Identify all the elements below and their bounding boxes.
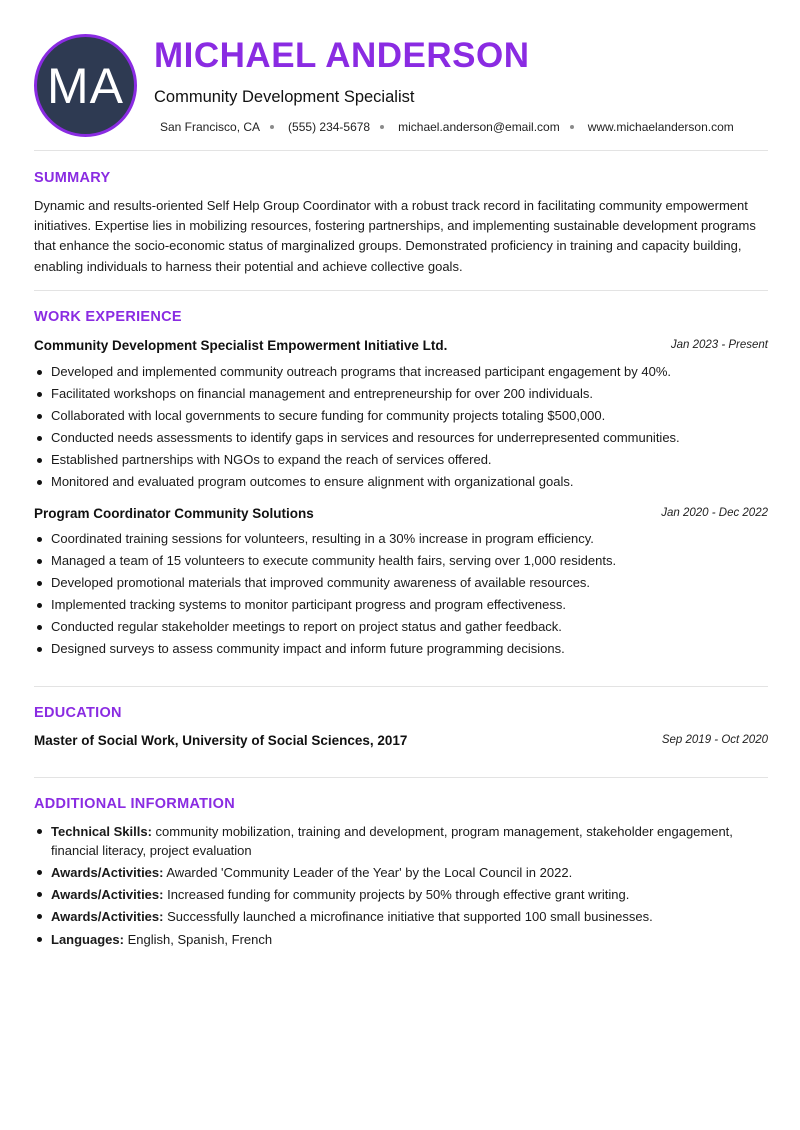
list-item: Coordinated training sessions for volunteers, resulting in a 30% increase in program efficiency. [34,530,768,552]
education-entry [34,733,768,753]
avatar [34,34,137,137]
candidate-name: MICHAEL ANDERSON [154,36,530,75]
summary-text: Dynamic and results-oriented Self Help Group Coordinator with a robust track record in facilitating community empowerment initiatives. Expertise lies in mobilizing resources, fostering partnerships, and implementing sustainable development programs that enhance the socio-economic status of marginalized groups. Demonstrated proficiency in training and capacity building, enabling individuals to harness their potential and achieve collective goals. [34,198,756,274]
summary-heading: SUMMARY [34,170,111,186]
list-item: Managed a team of 15 volunteers to execute community health fairs, serving over 1,000 residents. [34,552,768,574]
item-label: Awards/Activities: [51,909,164,924]
resume-header [34,34,768,138]
list-item: Implemented tracking systems to monitor participant progress and program effectiveness. [34,596,768,618]
item-label: Languages: [51,932,124,947]
list-item [34,885,768,904]
job-header [34,338,768,358]
item-text: Successfully launched a microfinance initiative that supported 100 small businesses. [163,909,653,924]
list-item [34,822,768,860]
job-header [34,506,768,526]
list-item: Developed promotional materials that improved community awareness of available resources. [34,574,768,596]
job-bullet-list [34,363,768,495]
separator-dot-icon [570,125,574,129]
contact-website[interactable]: www.michaelanderson.com [587,120,734,134]
item-text: English, Spanish, French [123,932,273,947]
contact-email[interactable]: michael.anderson@email.com [398,120,560,134]
list-item: Conducted needs assessments to identify gaps in services and resources for underrepresented communities. [34,429,768,451]
item-text: Increased funding for community projects by 50% through effective grant writing. [163,887,630,902]
list-item: Designed surveys to assess community impact and inform future programming decisions. [34,640,768,662]
list-item: Collaborated with local governments to secure funding for community projects totaling $500,000. [34,407,768,429]
divider [34,150,768,151]
education-heading: EDUCATION [34,705,122,721]
separator-dot-icon [380,125,384,129]
divider [34,686,768,687]
job-bullet-list [34,530,768,662]
list-item: Established partnerships with NGOs to expand the reach of services offered. [34,451,768,473]
list-item: Conducted regular stakeholder meetings to report on project status and gather feedback. [34,618,768,640]
job-dates: Jan 2020 - Dec 2022 [661,507,768,519]
additional-heading: ADDITIONAL INFORMATION [34,796,235,812]
avatar-initials: MA [47,57,124,114]
item-text: Awarded 'Community Leader of the Year' by the Local Council in 2022. [163,865,573,880]
separator-dot-icon [270,125,274,129]
contact-phone: (555) 234-5678 [288,120,371,134]
job-dates: Jan 2023 - Present [670,339,768,351]
list-item: Facilitated workshops on financial management and entrepreneurship for over 200 individuals. [34,385,768,407]
divider [34,777,768,778]
candidate-title: Community Development Specialist [154,88,415,106]
job-role: Community Development Specialist Empowerment Initiative Ltd. [34,338,448,353]
list-item [34,907,768,926]
job-role: Program Coordinator Community Solutions [34,506,314,521]
contact-info [160,120,734,134]
list-item [34,863,768,882]
list-item: Monitored and evaluated program outcomes to ensure alignment with organizational goals. [34,473,768,495]
contact-location: San Francisco, CA [160,120,261,134]
item-label: Awards/Activities: [51,887,164,902]
item-label: Technical Skills: [51,824,152,839]
item-label: Awards/Activities: [51,865,164,880]
education-degree: Master of Social Work, University of Social Sciences, 2017 [34,733,408,748]
item-text: community mobilization, training and development, program management, stakeholder engagement, financial literacy, project evaluation [51,824,733,858]
experience-heading: WORK EXPERIENCE [34,309,182,325]
list-item: Developed and implemented community outreach programs that increased participant engagement by 40%. [34,363,768,385]
list-item [34,930,768,949]
additional-info-list [34,822,768,952]
divider [34,290,768,291]
education-dates: Sep 2019 - Oct 2020 [661,734,768,746]
